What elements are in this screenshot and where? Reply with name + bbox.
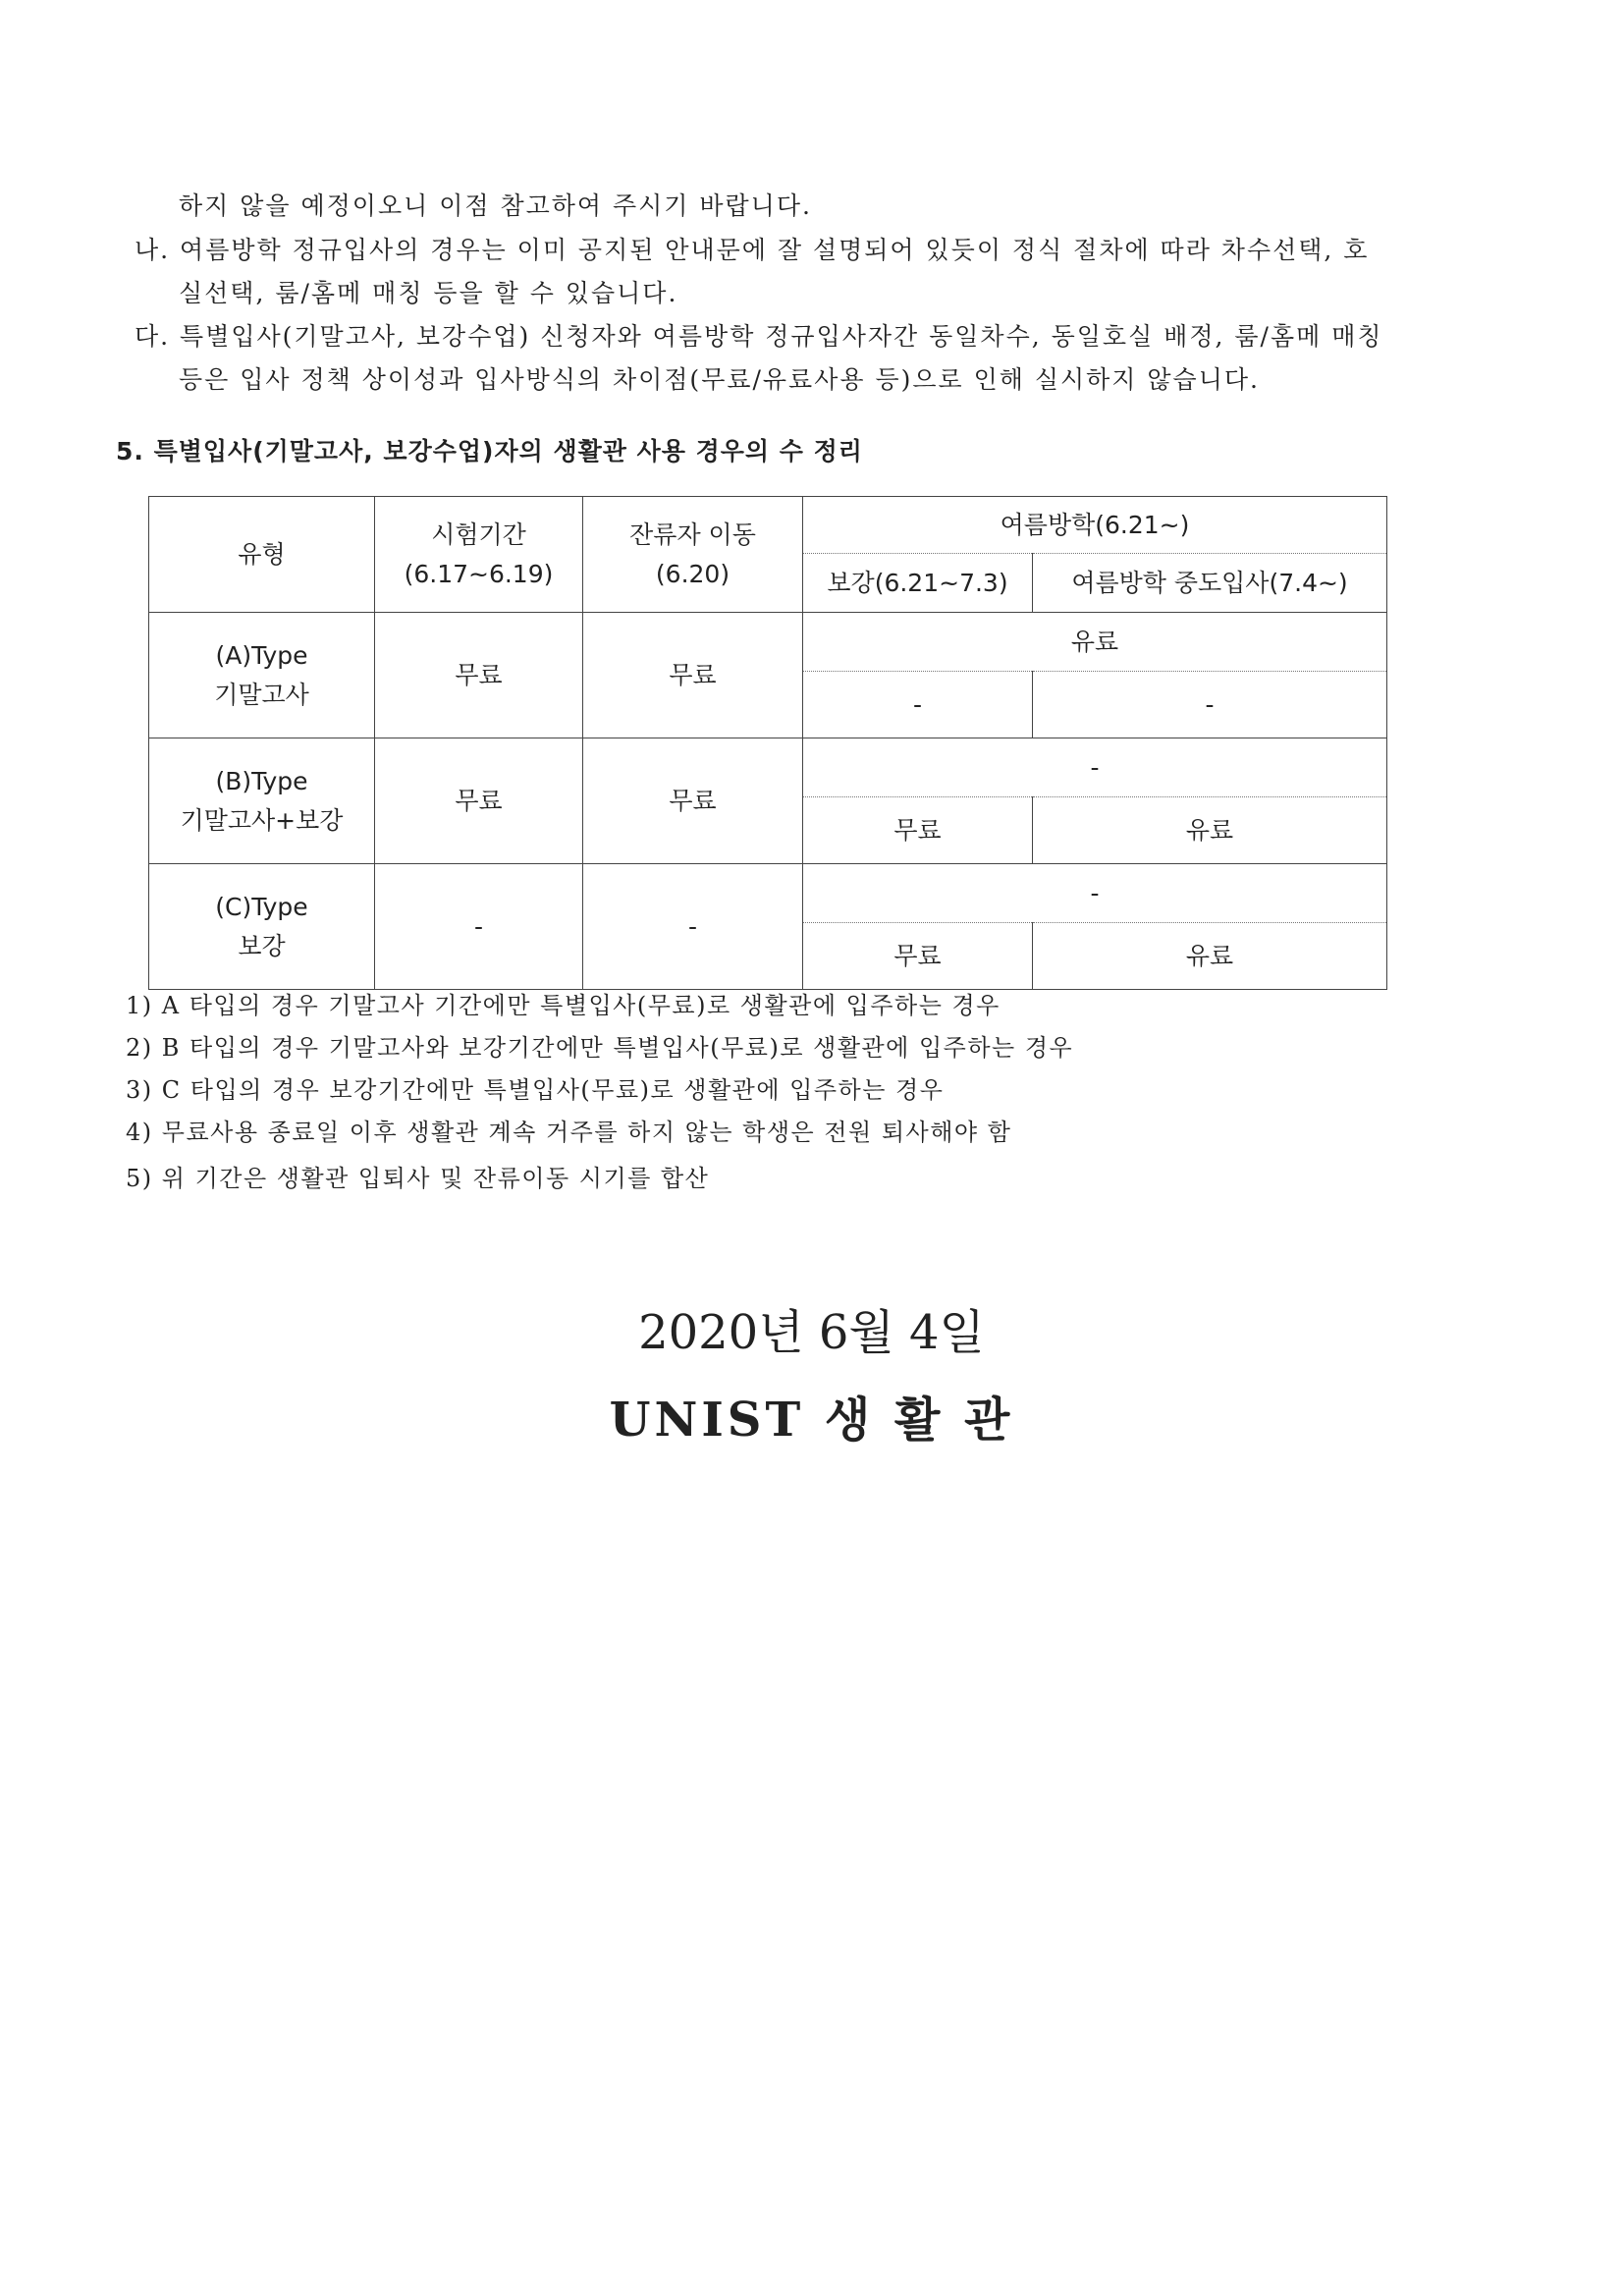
move-cell: 무료: [583, 613, 803, 738]
item-na-line1: 나. 여름방학 정규입사의 경우는 이미 공지된 안내문에 잘 설명되어 있듯이 정식 절차에 따라 차수선택, 호: [135, 236, 1370, 264]
midway-cell: -: [1033, 672, 1387, 738]
summer-cell: -: [803, 738, 1387, 797]
item-na-line2: 실선택, 룸/홈메 매칭 등을 할 수 있습니다.: [179, 279, 678, 307]
header-midway-admission: 여름방학 중도입사(7.4~): [1033, 554, 1387, 613]
note-item: 5) 위 기간은 생활관 입퇴사 및 잔류이동 시기를 합산: [126, 1165, 710, 1192]
summer-cell: 유료: [803, 613, 1387, 672]
exam-cell: -: [375, 864, 583, 990]
summer-cell: -: [803, 864, 1387, 923]
header-type: 유형: [149, 497, 375, 613]
notes-list: [126, 985, 1073, 1200]
exam-cell: 무료: [375, 738, 583, 864]
row-type-cell: (B)Type 기말고사+보강: [149, 738, 375, 864]
organization-name: UNIST 생 활 관: [609, 1393, 1014, 1448]
move-cell: 무료: [583, 738, 803, 864]
intro-line: 하지 않을 예정이오니 이점 참고하여 주시기 바랍니다.: [179, 191, 812, 220]
header-summer-vacation: 여름방학(6.21~): [803, 497, 1387, 554]
note-item: 4) 무료사용 종료일 이후 생활관 계속 거주를 하지 않는 학생은 전원 퇴사해야 함: [126, 1119, 1012, 1146]
document-date: 2020년 6월 4일: [638, 1305, 985, 1360]
makeup-cell: 무료: [803, 923, 1033, 990]
usage-table: [148, 496, 1387, 990]
row-type-cell: (C)Type 보강: [149, 864, 375, 990]
item-da-line2: 등은 입사 정책 상이성과 입사방식의 차이점(무료/유료사용 등)으로 인해 실시하지 않습니다.: [179, 365, 1260, 394]
header-makeup-class: 보강(6.21~7.3): [803, 554, 1033, 613]
section-title: 5. 특별입사(기말고사, 보강수업)자의 생활관 사용 경우의 수 정리: [116, 437, 863, 465]
midway-cell: 유료: [1033, 923, 1387, 990]
header-exam-period: 시험기간 (6.17~6.19): [375, 497, 583, 613]
note-item: 1) A 타입의 경우 기말고사 기간에만 특별입사(무료)로 생활관에 입주하는 경우: [126, 992, 1001, 1019]
row-type-cell: (A)Type 기말고사: [149, 613, 375, 738]
item-da-line1: 다. 특별입사(기말고사, 보강수업) 신청자와 여름방학 정규입사자간 동일차수, 동일호실 배정, 룸/홈메 매칭: [135, 322, 1383, 351]
note-item: 3) C 타입의 경우 보강기간에만 특별입사(무료)로 생활관에 입주하는 경우: [126, 1076, 945, 1104]
header-residents-move: 잔류자 이동 (6.20): [583, 497, 803, 613]
makeup-cell: -: [803, 672, 1033, 738]
exam-cell: 무료: [375, 613, 583, 738]
move-cell: -: [583, 864, 803, 990]
makeup-cell: 무료: [803, 797, 1033, 864]
midway-cell: 유료: [1033, 797, 1387, 864]
note-item: 2) B 타입의 경우 기말고사와 보강기간에만 특별입사(무료)로 생활관에 입주하는 경우: [126, 1034, 1074, 1062]
